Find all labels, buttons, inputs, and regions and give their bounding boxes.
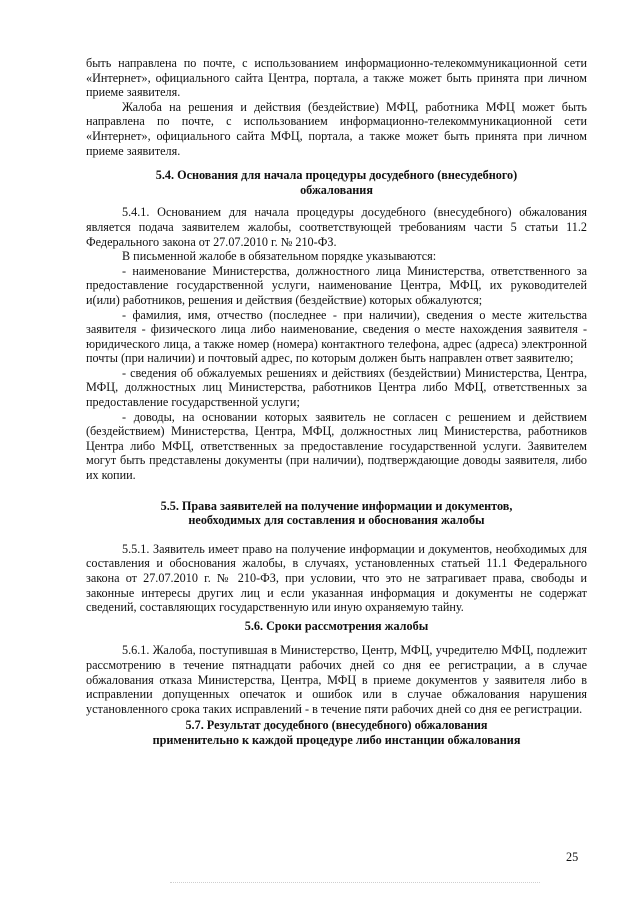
section-5-6-body	[86, 643, 587, 716]
section-5-5-paragraph-1: 5.5.1. Заявитель имеет право на получение информации и документов, необходимых для составления и обоснования жалобы, в случаях, установленных статьей 11.1 Федерального закона от 27.07.2010 г. № 210-ФЗ, при условии, что это не затрагивает права, свободы и законные интересы других лиц и если указанная информация и документы не содержат сведений, составляющих государственную или иную охраняемую тайну.	[86, 541, 587, 615]
paragraph-top-2: Жалоба на решения и действия (бездействие) МФЦ, работника МФЦ может быть направлена по почте, с использованием информационно-телекоммуникационной сети «Интернет», официального сайта МФЦ, портала, а также может быть принята при личном приеме заявителя.	[86, 99, 587, 158]
page-bottom-divider	[170, 882, 540, 883]
section-5-4-heading-line1: 5.4. Основания для начала процедуры досудебного (внесудебного)	[155, 168, 518, 183]
section-5-4-list-item: - сведения об обжалуемых решениях и действиях (бездействии) Министерства, Центра, МФЦ, должностных лиц Министерства, работников Центра либо МФЦ, ответственных за предоставление государственной услуги;	[86, 365, 587, 410]
section-5-4-paragraph-2: В письменной жалобе в обязательном порядке указываются:	[122, 249, 437, 264]
section-5-4-list-item: - доводы, на основании которых заявитель не согласен с решением и действием (бездействием) Министерства, Центра, МФЦ, должностных лиц Министерства, работников Центра либо МФЦ, ответственных за предоставление государственной услуги. Заявителем могут быть представлены документы (при наличии), подтверждающие доводы заявителя, либо их копии.	[86, 409, 587, 483]
section-5-4-paragraph-1: 5.4.1. Основанием для начала процедуры досудебного (внесудебного) обжалования является подача заявителем жалобы, соответствующей требованиям части 5 статьи 11.2 Федерального закона от 27.07.2010 г. № 210-ФЗ.	[86, 205, 587, 249]
document-page	[86, 56, 587, 748]
section-5-5-heading	[86, 499, 587, 528]
paragraph-top-1: быть направлена по почте, с использованием информационно-телекоммуникационной сети «Интернет», официального сайта Центра, портала, а также может быть принята при личном приеме заявителя.	[86, 56, 587, 100]
section-5-7-heading-line1: 5.7. Результат досудебного (внесудебного) обжалования	[185, 718, 488, 733]
section-5-4-list-item: - наименование Министерства, должностного лица Министерства, ответственного за предоставление государственной услуги, наименование Центра, МФЦ, их руководителей и(или) работников, решения и действия (бездействие) которых обжалуются;	[86, 263, 587, 307]
section-5-4-list-item: - фамилия, имя, отчество (последнее - при наличии), сведения о месте жительства заявителя - физического лица либо наименование, сведения о месте нахождения заявителя - юридического лица, а также номер (номера) контактного телефона, адрес (адреса) электронной почты (при наличии) и почтовый адрес, по которым должен быть направлен ответ заявителю;	[86, 307, 587, 366]
section-5-4-heading-line2: обжалования	[300, 182, 373, 197]
section-5-7-heading-line2: применительно к каждой процедуре либо инстанции обжалования	[152, 732, 521, 747]
section-5-6-paragraph-1: 5.6.1. Жалоба, поступившая в Министерство, Центр, МФЦ, учредителю МФЦ, подлежит рассмотрению в течение пятнадцати рабочих дней со дня ее регистрации, а в случае обжалования отказа Министерства, Центра, МФЦ в приеме документов у заявителя либо в исправлении допущенных опечаток и ошибок или в случае обжалования нарушения установленного срока таких исправлений - в течение пяти рабочих дней со дня ее регистрации.	[86, 643, 587, 716]
section-5-4-body	[86, 205, 587, 482]
section-5-5-heading-line2: необходимых для составления и обоснования жалобы	[188, 513, 485, 528]
section-5-5-body	[86, 542, 587, 615]
section-5-5-heading-line1: 5.5. Права заявителей на получение информации и документов,	[160, 498, 513, 513]
section-5-6-heading	[86, 619, 587, 634]
section-5-4-heading	[86, 168, 587, 197]
section-5-6-heading-line: 5.6. Сроки рассмотрения жалобы	[244, 618, 429, 633]
page-number: 25	[566, 850, 579, 864]
section-5-7-heading	[86, 718, 587, 747]
